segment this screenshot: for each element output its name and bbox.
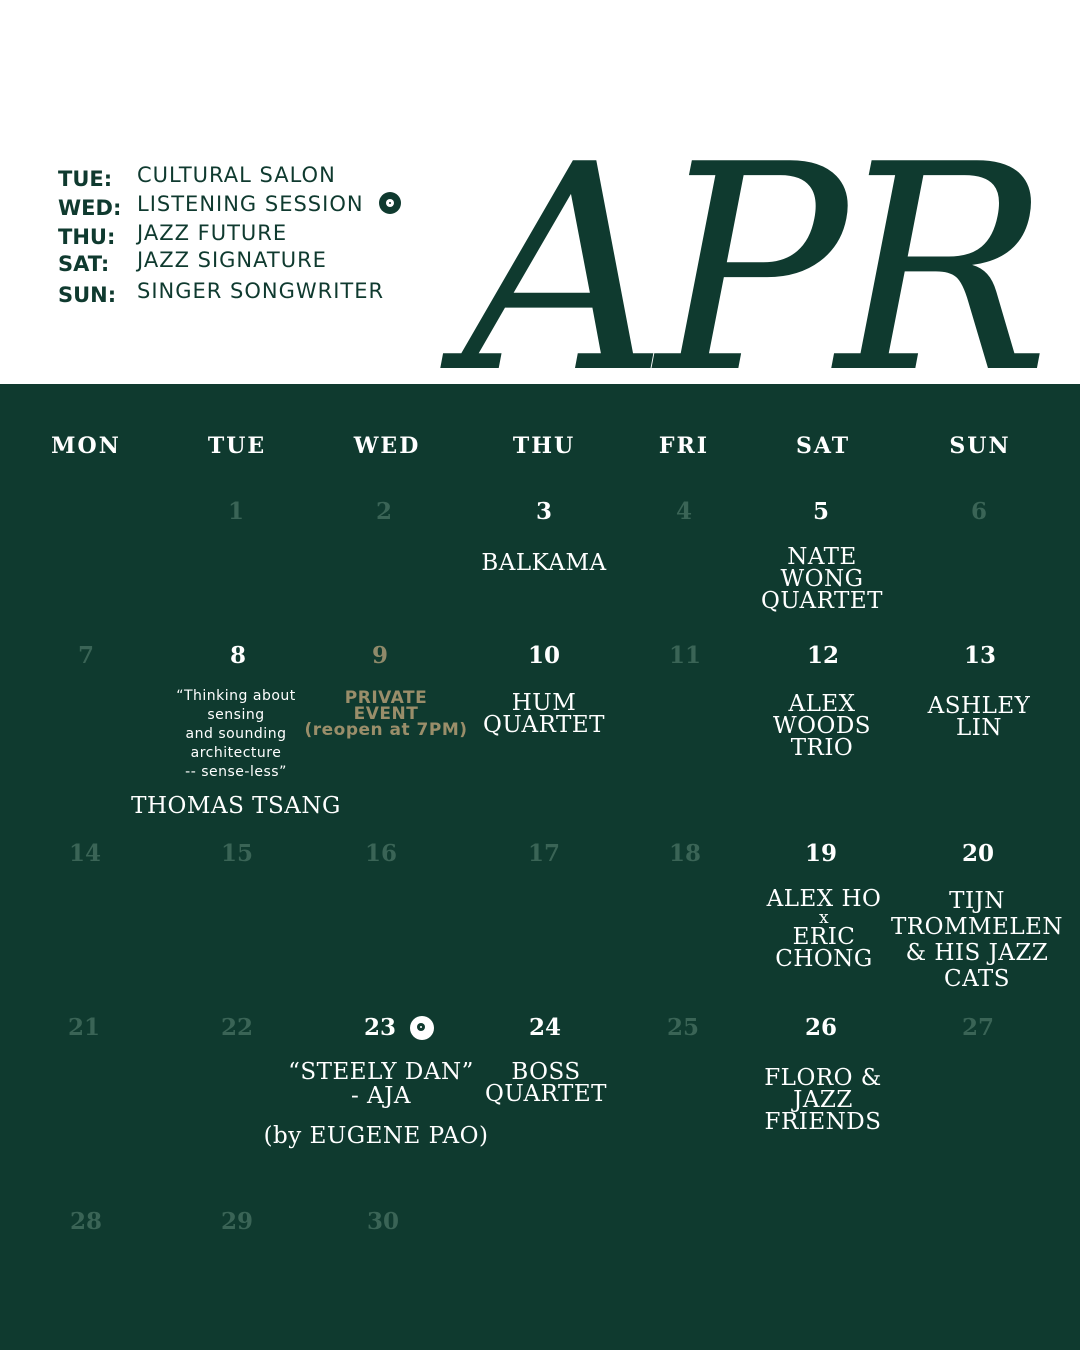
day-number: 29 [220, 1208, 253, 1235]
day-number: 17 [527, 840, 560, 867]
event-line: LIN [956, 715, 1002, 741]
event-line: sensing [207, 707, 265, 723]
schedule-name: SINGER SONGWRITER [137, 279, 385, 303]
event-line: QUARTET [760, 588, 884, 614]
event-line: “STEELY DAN” [288, 1059, 474, 1085]
weekday-tue: TUE [207, 433, 267, 459]
event-private [304, 690, 467, 738]
event-line: “Thinking about [176, 688, 296, 704]
day-number: 2 [375, 498, 392, 525]
event-line: NATE [787, 544, 857, 570]
event-line: & HIS JAZZ [905, 940, 1049, 966]
day-number: 12 [806, 642, 839, 669]
event-line: BALKAMA [481, 550, 607, 576]
event-line: - AJA [350, 1083, 412, 1109]
event-alex-woods-trio [773, 693, 871, 759]
day-number: 11 [668, 642, 701, 669]
event-line: (reopen at 7PM) [304, 720, 468, 740]
event-thomas-tsang: THOMAS TSANG [131, 793, 341, 819]
event-line: -- sense-less” [185, 764, 287, 780]
day-number: 18 [668, 840, 701, 867]
day-number: 14 [68, 840, 101, 867]
event-alex-ho-eric-chong [767, 888, 882, 970]
weekday-mon: MON [51, 433, 121, 459]
vinyl-record-icon [410, 1016, 434, 1040]
schedule-day: SUN: [58, 283, 117, 307]
day-number: 15 [220, 840, 253, 867]
event-line: FLORO & [764, 1065, 882, 1091]
day-number: 28 [69, 1208, 102, 1235]
event-talk-title [176, 687, 296, 782]
event-line: WOODS [772, 713, 872, 739]
day-number: 30 [366, 1208, 399, 1235]
day-number: 3 [535, 498, 552, 525]
day-number: 27 [961, 1014, 994, 1041]
event-line: and sounding [185, 726, 287, 742]
day-number: 26 [804, 1014, 837, 1041]
event-line: ALEX HO [766, 886, 882, 912]
event-line: TIJN [949, 888, 1005, 914]
event-boss-quartet [485, 1061, 607, 1105]
day-number: 21 [67, 1014, 100, 1041]
event-line: WONG [780, 566, 864, 592]
day-number: 22 [220, 1014, 253, 1041]
event-line: TRIO [790, 735, 854, 761]
schedule-day: THU: [58, 225, 116, 249]
event-line: CATS [943, 966, 1011, 992]
schedule-name: CULTURAL SALON [137, 163, 336, 187]
day-number: 9 [371, 642, 388, 669]
schedule-day: SAT: [58, 252, 110, 276]
schedule-name-text: LISTENING SESSION [137, 192, 364, 216]
event-line: TROMMELEN [890, 914, 1064, 940]
day-number: 16 [364, 840, 397, 867]
day-number: 5 [812, 498, 829, 525]
event-balkama [481, 552, 606, 574]
schedule-name: JAZZ SIGNATURE [137, 248, 327, 272]
day-number: 20 [961, 840, 994, 867]
weekday-wed: WED [353, 433, 421, 459]
event-line: ALEX [788, 691, 856, 717]
event-tijn-trommelen [891, 888, 1063, 992]
day-number: 1 [227, 498, 244, 525]
day-number: 13 [963, 642, 996, 669]
event-line: CHONG [775, 946, 873, 972]
month-title: APR [462, 104, 1039, 436]
event-line: QUARTET [482, 712, 606, 738]
day-number: 23 [363, 1014, 396, 1041]
event-line: FRIENDS [764, 1109, 882, 1135]
weekday-sun: SUN [949, 433, 1011, 459]
event-line: architecture [190, 745, 282, 761]
schedule-day: TUE: [58, 167, 113, 191]
event-line: EVENT [353, 704, 419, 724]
event-line: x [818, 908, 830, 928]
schedule-day: WED: [58, 196, 122, 220]
event-line: PRIVATE [344, 688, 428, 708]
day-number: 8 [229, 642, 246, 669]
day-number: 25 [666, 1014, 699, 1041]
event-line: HUM [511, 690, 577, 716]
day-number: 4 [675, 498, 692, 525]
schedule-name: JAZZ FUTURE [137, 221, 288, 245]
weekday-sat: SAT [795, 433, 851, 459]
event-line: QUARTET [484, 1081, 608, 1107]
event-ashley-lin [928, 695, 1031, 739]
day-number: 24 [528, 1014, 561, 1041]
weekday-fri: FRI [658, 433, 710, 459]
event-line: ERIC [792, 924, 856, 950]
day-number: 6 [970, 498, 987, 525]
day-number: 10 [527, 642, 560, 669]
event-hum-quartet [483, 692, 605, 736]
event-line: ASHLEY [927, 693, 1031, 719]
day-number: 7 [77, 642, 94, 669]
event-eugene-pao: (by EUGENE PAO) [263, 1123, 489, 1149]
event-line: JAZZ [793, 1087, 853, 1113]
day-number: 19 [804, 840, 837, 867]
schedule-name [137, 192, 401, 216]
weekday-thu: THU [512, 433, 576, 459]
event-floro-jazz-friends [764, 1067, 882, 1133]
event-steely-dan [288, 1060, 474, 1108]
vinyl-record-icon [379, 192, 401, 214]
event-nate-wong-quartet [761, 546, 883, 612]
event-line: BOSS [511, 1059, 581, 1085]
